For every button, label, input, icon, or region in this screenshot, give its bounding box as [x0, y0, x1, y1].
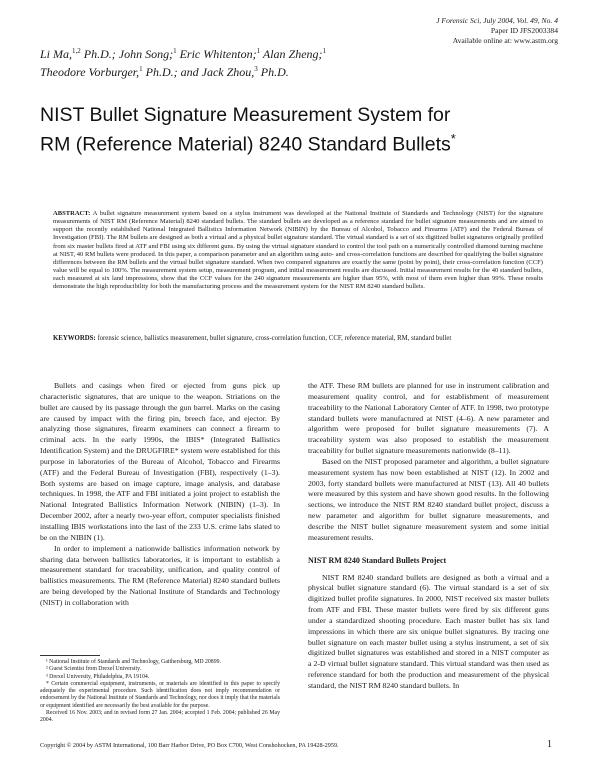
abstract-label: ABSTRACT:	[53, 210, 91, 217]
paper-id: Paper ID JFS2003384	[490, 25, 558, 35]
footnote: ³ Drexel University, Philadelphia, PA 19104.	[46, 673, 150, 680]
keywords-label: KEYWORDS:	[53, 335, 96, 342]
footnote: Received 16 Nov. 2003; and in revised form 27 Jan. 2004; accepted 1 Feb. 2004; published 26 May 2004.	[40, 710, 280, 724]
abstract-text: A bullet signature measurement system based on a stylus instrument was developed at the National Institute of Standards and Technology (NIST) for the signature measurements of NIST RM (Reference Material) 8240 standard bullets. The standard bullets are developed as a reference standard for bullet signature measurements and are aimed to support the recently established National Integrated Ballistics Information Network (NIBIN) by the Bureau of Alcohol, Tobacco and Firearms (ATF) and the Federal Bureau of Investigation (FBI). The RM bullets are designed as both a virtual and a physical bullet signature standard. The virtual standard is a set of six digitized bullet signatures originally profiled from six master bullets fired at ATF and FBI using six different guns. By using the virtual signature standard to control the tool path on a numerically controlled diamond turning machine at NIST, 40 RM bullets were produced. In this paper, a comparison parameter and an algorithm using auto- and cross-correlation functions are described for qualifying the bullet signature differences between the RM bullets and the virtual bullet signature standard. When two compared signatures are exactly the same (point by point), their cross-correlation function (CCF) value will be equal to 100%. The measurement system setup, measurement program, and initial measurement results are discussed. Initial measurement results for the 40 standard bullets, each measured at six land impressions, show that the CCF values for the 240 signature measurements are higher than 95%, with most of them even higher than 99%. These results demonstrate the high reproducibility for both the manufacturing process and the measurement system for the NIST RM 8240 standard bullets.	[53, 210, 543, 291]
body-paragraph: NIST RM 8240 standard bullets are designed as both a virtual and a physical bullet signature standard (6). The virtual standard is a set of six digitized bullet profile signatures. In 2000, NIST received six master bullets from ATF and FBI. These master bullets were fired by six different guns under a standardized shooting procedure. Each master bullet has six land impressions in which there are six unique bullet signatures. By tracing one bullet signature on each master bullet using a stylus instrument, a set of six digitized bullet signatures was established and stored in a NIST computer as a 2-D virtual bullet signature standard. This virtual standard was then used as reference standard for both the production and measurement of the physical standard, the NIST RM 8240 standard bullets. In	[308, 572, 549, 690]
body-paragraph: In order to implement a nationwide ballistics information network by sharing data between ballistics laboratories, it is important to establish a measurement standard for traceability, unification, and quality control of ballistics measurements. The RM (Reference Material) 8240 standard bullets are being developed by the National Institute of Standards and Technology (NIST) in collaboration with	[40, 543, 280, 607]
body-column-left	[40, 381, 280, 609]
copyright-notice: Copyright © 2004 by ASTM International, 100 Barr Harbor Drive, PO Box C700, West Conshohocken, PA 19428-2959.	[40, 742, 339, 749]
author-line-2: Theodore Vorburger,$^1$ Ph.D.; and Jack Zhou,$^3$ Ph.D.	[40, 65, 289, 79]
section-heading: NIST RM 8240 Standard Bullets Project	[308, 555, 447, 565]
keywords	[53, 334, 553, 343]
journal-header	[338, 16, 558, 45]
body-paragraph: Bullets and casings when fired or ejected from guns pick up characteristic signatures, that are unique to the weapon. Striations on the bullet are caused by its passage through the gun barrel. Marks on the casing are caused by impact with the firing pin, breech face, and ejector. By analyzing those signatures, firearm examiners can connect a firearm to criminal acts. In the early 1990s, the IBIS* (Integrated Ballistics Identification System) and the DRUGFIRE* system were established for this purpose in laboratories of the Bureau of Alcohol, Tobacco and Firearms (ATF) and the Federal Bureau of Investigation (FBI), respectively (1–3). Both systems are based on image capture, image analysis, and database techniques. In 1998, the ATF and FBI initiated a joint project to establish the National Integrated Ballistics Information Network (NIBIN) (1–3). In December 2002, after a nearly two-year effort, computer specialists finished installing IBIS workstations into the last of the 233 U.S. crime labs slated to be on the NIBIN (1).	[40, 381, 280, 542]
body-paragraph: the ATF. These RM bullets are planned for use in instrument calibration and measurement quality control, and for establishment of measurement traceability to the National Laboratory Center of ATF. In 1998, two prototype standard bullets were manufactured at NIST (4–6). A new parameter and algorithm were proposed for bullet signature measurements (7). A traceability system was also proposed to establish the measurement traceability for bullet signature measurements nationwide (8–11).	[308, 381, 549, 456]
body-column-right	[308, 381, 549, 692]
keywords-text: forensic science, ballistics measurement, bullet signature, cross-correlation function, CCF, reference material, RM, standard bullet	[95, 335, 452, 342]
footnote: * Certain commercial equipment, instruments, or materials are identified in this paper to specify adequately the experimental procedure. Such identification does not imply recommendation or endorsement by the National Institute of Standards and Technology, nor does it imply that the materials or equipment identified are necessarily the best available for the purpose.	[40, 680, 280, 709]
footnote: ¹ National Institute of Standards and Technology, Gaithersburg, MD 20899.	[46, 659, 221, 665]
title-footnote-mark: *	[450, 131, 456, 146]
abstract	[53, 210, 543, 292]
availability-note: Available online at: www.astm.org	[452, 35, 558, 45]
footnotes	[40, 659, 280, 725]
footnote-divider	[40, 655, 100, 656]
author-line-1: Li Ma,$^{1,2}$ Ph.D.; John Song;$^1$ Eric Whitenton;$^1$ Alan Zheng;$^1$	[40, 47, 327, 61]
footnote: ² Guest Scientist from Drexel University.	[46, 666, 142, 673]
author-list	[40, 44, 400, 80]
paper-title: NIST Bullet Signature Measurement System for RM (Reference Material) 8240 Standard Bullets*	[40, 104, 456, 156]
body-paragraph: Based on the NIST proposed parameter and algorithm, a bullet signature measurement system has now been established at NIST (12). In 2002 and 2003, forty standard bullets were manufactured at NIST (13). All 40 bullets were measured by this system and have shown good results. In the following sections, we introduce the NIST RM 8240 standard bullet project, discuss a new parameter and algorithm for bullet signature measurements, and describe the NIST bullet signature measurement system and some initial measurement results.	[308, 456, 549, 542]
page-number: 1	[547, 739, 552, 750]
journal-citation: J Forensic Sci, July 2004, Vol. 49, No. 4	[436, 16, 558, 25]
